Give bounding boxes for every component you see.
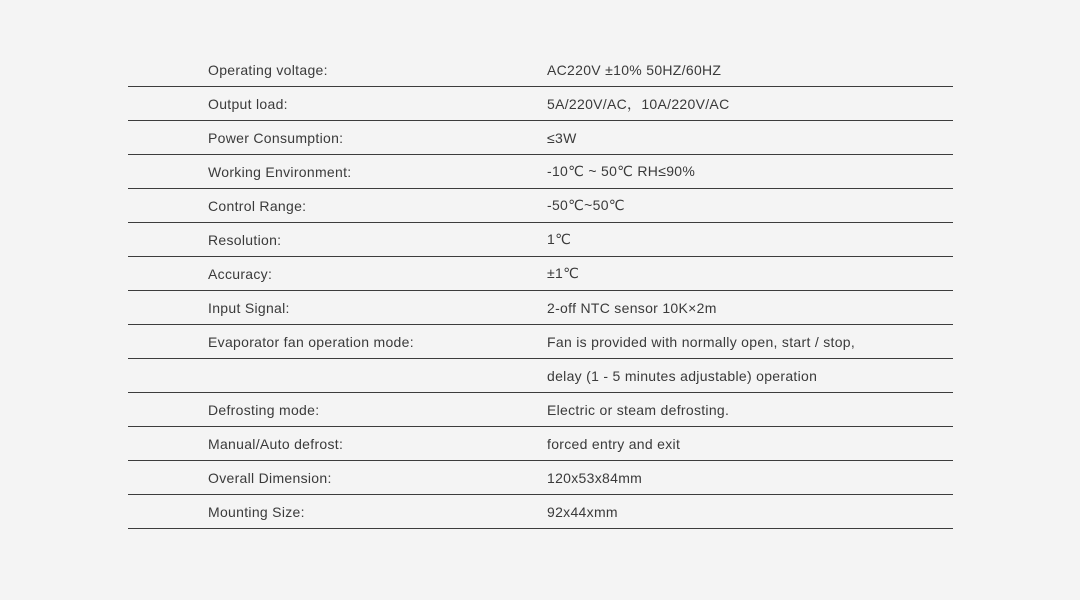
- spec-label: Mounting Size:: [128, 495, 547, 529]
- spec-row-operating-voltage: [128, 53, 953, 87]
- spec-table: [128, 53, 953, 529]
- spec-value: ≤3W: [547, 121, 953, 155]
- spec-value: forced entry and exit: [547, 427, 953, 461]
- spec-row-input-signal: [128, 291, 953, 325]
- spec-value: delay (1 - 5 minutes adjustable) operation: [547, 359, 953, 393]
- spec-value: 5A/220V/AC，10A/220V/AC: [547, 87, 953, 121]
- spec-value: 1℃: [547, 223, 953, 257]
- spec-row-evaporator-fan-mode-continued: [128, 359, 953, 393]
- spec-row-power-consumption: [128, 121, 953, 155]
- spec-label: Working Environment:: [128, 155, 547, 189]
- spec-row-working-environment: [128, 155, 953, 189]
- spec-value: Electric or steam defrosting.: [547, 393, 953, 427]
- spec-row-overall-dimension: [128, 461, 953, 495]
- spec-value: -50℃~50℃: [547, 189, 953, 223]
- spec-label: Manual/Auto defrost:: [128, 427, 547, 461]
- spec-row-accuracy: [128, 257, 953, 291]
- spec-value: 120x53x84mm: [547, 461, 953, 495]
- spec-row-mounting-size: [128, 495, 953, 529]
- spec-row-manual-auto-defrost: [128, 427, 953, 461]
- spec-value: 92x44xmm: [547, 495, 953, 529]
- spec-label: Output load:: [128, 87, 547, 121]
- spec-row-evaporator-fan-mode: [128, 325, 953, 359]
- spec-label: Power Consumption:: [128, 121, 547, 155]
- spec-label: Overall Dimension:: [128, 461, 547, 495]
- spec-value: 2-off NTC sensor 10K×2m: [547, 291, 953, 325]
- spec-value: Fan is provided with normally open, start / stop,: [547, 325, 953, 359]
- spec-label: Resolution:: [128, 223, 547, 257]
- spec-value: -10℃ ~ 50℃ RH≤90%: [547, 155, 953, 189]
- spec-label: Accuracy:: [128, 257, 547, 291]
- spec-label: Control Range:: [128, 189, 547, 223]
- spec-label: Operating voltage:: [128, 53, 547, 87]
- spec-row-resolution: [128, 223, 953, 257]
- spec-label: [128, 359, 547, 393]
- spec-row-output-load: [128, 87, 953, 121]
- spec-row-defrosting-mode: [128, 393, 953, 427]
- spec-label: Input Signal:: [128, 291, 547, 325]
- spec-label: Defrosting mode:: [128, 393, 547, 427]
- spec-value: ±1℃: [547, 257, 953, 291]
- spec-value: AC220V ±10% 50HZ/60HZ: [547, 53, 953, 87]
- spec-label: Evaporator fan operation mode:: [128, 325, 547, 359]
- spec-row-control-range: [128, 189, 953, 223]
